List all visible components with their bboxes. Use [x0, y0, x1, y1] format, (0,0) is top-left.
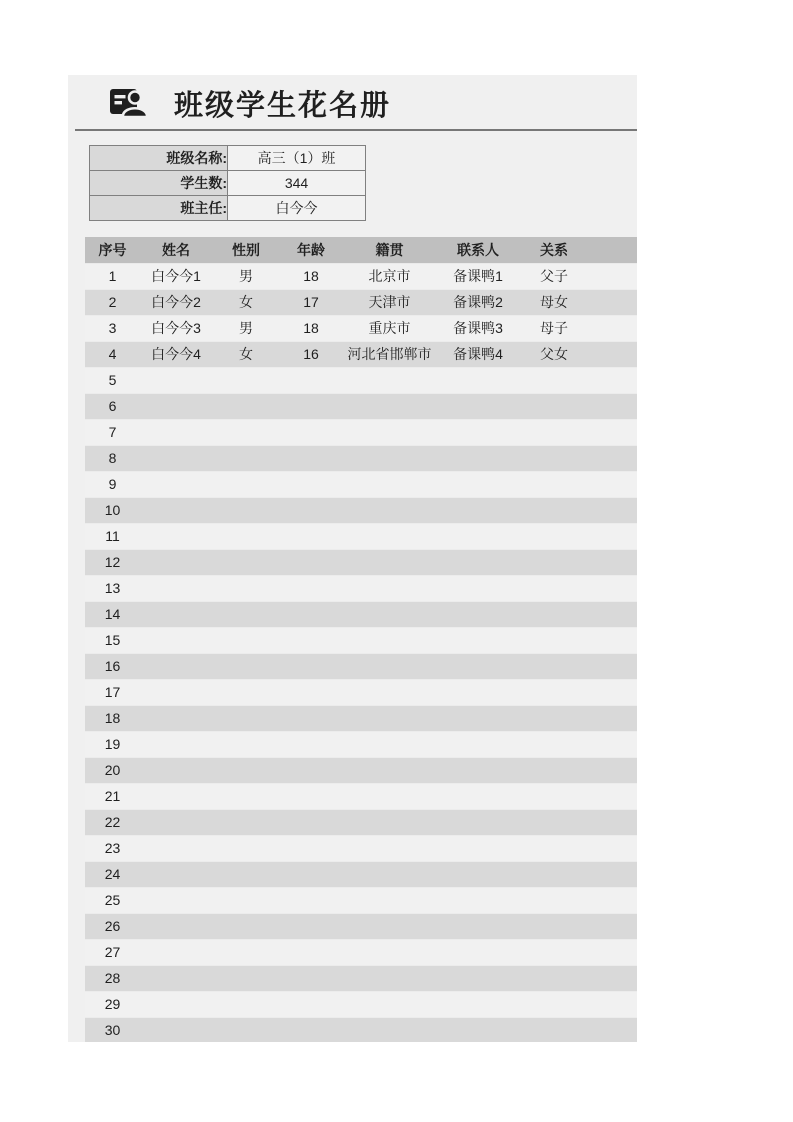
cell — [212, 601, 280, 627]
cell — [342, 991, 437, 1017]
cell — [140, 939, 212, 965]
table-row — [85, 861, 637, 887]
table-row — [85, 471, 637, 497]
cell: 19 — [85, 731, 140, 757]
cell — [519, 731, 589, 757]
cell: 父女 — [519, 341, 589, 367]
trailing-spacer-cell — [589, 419, 637, 445]
cell — [212, 731, 280, 757]
cell: 河北省邯郸市 — [342, 341, 437, 367]
trailing-spacer-cell — [589, 731, 637, 757]
cell — [519, 419, 589, 445]
cell — [212, 991, 280, 1017]
cell — [280, 497, 342, 523]
cell — [280, 991, 342, 1017]
cell — [212, 757, 280, 783]
cell — [212, 679, 280, 705]
cell: 18 — [280, 315, 342, 341]
cell — [437, 575, 519, 601]
table-row — [85, 341, 637, 367]
cell — [212, 705, 280, 731]
cell — [342, 497, 437, 523]
table-row — [85, 601, 637, 627]
cell: 白今今3 — [140, 315, 212, 341]
cell: 备课鸭3 — [437, 315, 519, 341]
table-row — [85, 731, 637, 757]
trailing-spacer-cell — [589, 289, 637, 315]
cell: 北京市 — [342, 263, 437, 289]
cell — [280, 549, 342, 575]
trailing-spacer-cell — [589, 601, 637, 627]
cell: 9 — [85, 471, 140, 497]
trailing-spacer-cell — [589, 835, 637, 861]
cell — [280, 1017, 342, 1042]
cell: 母子 — [519, 315, 589, 341]
table-row — [85, 445, 637, 471]
table-row — [85, 315, 637, 341]
cell — [140, 835, 212, 861]
cell — [212, 523, 280, 549]
cell — [140, 471, 212, 497]
cell — [437, 887, 519, 913]
cell — [519, 601, 589, 627]
cell — [342, 1017, 437, 1042]
cell — [342, 445, 437, 471]
cell: 15 — [85, 627, 140, 653]
cell: 16 — [85, 653, 140, 679]
cell — [280, 367, 342, 393]
cell — [342, 393, 437, 419]
cell — [342, 419, 437, 445]
trailing-spacer-cell — [589, 341, 637, 367]
cell — [280, 757, 342, 783]
trailing-spacer-cell — [589, 653, 637, 679]
cell: 30 — [85, 1017, 140, 1042]
cell — [212, 393, 280, 419]
roster-table — [85, 237, 637, 1042]
cell — [280, 445, 342, 471]
cell — [519, 783, 589, 809]
trailing-spacer-cell — [589, 471, 637, 497]
table-row — [85, 783, 637, 809]
cell — [280, 419, 342, 445]
cell — [437, 445, 519, 471]
cell: 6 — [85, 393, 140, 419]
table-row — [85, 835, 637, 861]
trailing-spacer-cell — [589, 627, 637, 653]
cell — [437, 601, 519, 627]
trailing-spacer-cell — [589, 861, 637, 887]
cell: 母女 — [519, 289, 589, 315]
cell — [342, 367, 437, 393]
cell: 17 — [85, 679, 140, 705]
cell — [519, 939, 589, 965]
table-row — [85, 887, 637, 913]
cell — [519, 861, 589, 887]
cell — [140, 497, 212, 523]
trailing-spacer-cell — [589, 263, 637, 289]
table-row — [85, 289, 637, 315]
trailing-spacer-cell — [589, 497, 637, 523]
cell: 17 — [280, 289, 342, 315]
cell: 男 — [212, 315, 280, 341]
cell: 3 — [85, 315, 140, 341]
trailing-spacer-cell — [589, 237, 637, 263]
cell — [342, 471, 437, 497]
cell — [437, 939, 519, 965]
table-row — [85, 679, 637, 705]
table-row — [85, 549, 637, 575]
cell — [212, 809, 280, 835]
cell — [140, 705, 212, 731]
cell: 女 — [212, 289, 280, 315]
cell — [140, 861, 212, 887]
cell — [437, 653, 519, 679]
cell — [437, 419, 519, 445]
table-row — [85, 991, 637, 1017]
table-row — [85, 757, 637, 783]
trailing-spacer-cell — [589, 965, 637, 991]
table-row — [85, 939, 637, 965]
cell — [342, 627, 437, 653]
class-info-table — [89, 145, 366, 221]
header-cell: 序号 — [85, 237, 140, 263]
cell — [437, 393, 519, 419]
cell: 14 — [85, 601, 140, 627]
trailing-spacer-cell — [589, 393, 637, 419]
cell — [212, 965, 280, 991]
roster-body — [85, 263, 637, 1042]
cell: 备课鸭2 — [437, 289, 519, 315]
cell — [437, 757, 519, 783]
table-row — [85, 575, 637, 601]
table-row — [85, 419, 637, 445]
cell — [342, 835, 437, 861]
cell: 白今今1 — [140, 263, 212, 289]
cell: 重庆市 — [342, 315, 437, 341]
cell — [212, 861, 280, 887]
cell — [437, 1017, 519, 1042]
table-row — [85, 263, 637, 289]
trailing-spacer-cell — [589, 809, 637, 835]
cell — [437, 705, 519, 731]
cell — [519, 757, 589, 783]
cell: 女 — [212, 341, 280, 367]
cell — [519, 445, 589, 471]
cell — [519, 913, 589, 939]
trailing-spacer-cell — [589, 939, 637, 965]
cell — [437, 783, 519, 809]
trailing-spacer-cell — [589, 679, 637, 705]
info-label: 班级名称: — [90, 146, 228, 171]
cell — [212, 575, 280, 601]
cell — [140, 419, 212, 445]
info-value: 344 — [228, 171, 366, 196]
cell — [519, 523, 589, 549]
cell — [437, 549, 519, 575]
cell: 12 — [85, 549, 140, 575]
cell — [519, 679, 589, 705]
trailing-spacer-cell — [589, 575, 637, 601]
cell — [437, 965, 519, 991]
header-cell: 关系 — [519, 237, 589, 263]
trailing-spacer-cell — [589, 705, 637, 731]
cell: 13 — [85, 575, 140, 601]
cell: 天津市 — [342, 289, 437, 315]
table-row — [85, 705, 637, 731]
cell — [519, 497, 589, 523]
cell — [212, 887, 280, 913]
cell — [280, 965, 342, 991]
content-panel — [68, 75, 637, 1042]
cell — [140, 575, 212, 601]
cell — [342, 809, 437, 835]
cell — [140, 549, 212, 575]
cell — [342, 783, 437, 809]
cell — [212, 939, 280, 965]
cell — [437, 627, 519, 653]
cell — [140, 445, 212, 471]
cell: 18 — [280, 263, 342, 289]
cell — [280, 705, 342, 731]
title-underline — [75, 129, 637, 131]
cell: 白今今2 — [140, 289, 212, 315]
table-row — [85, 1017, 637, 1042]
table-row — [85, 497, 637, 523]
info-row — [90, 196, 366, 221]
cell: 4 — [85, 341, 140, 367]
trailing-spacer-cell — [589, 523, 637, 549]
info-label: 班主任: — [90, 196, 228, 221]
cell: 28 — [85, 965, 140, 991]
cell — [280, 861, 342, 887]
cell — [342, 523, 437, 549]
page-title: 班级学生花名册 — [174, 90, 392, 122]
cell — [280, 835, 342, 861]
cell — [212, 471, 280, 497]
trailing-spacer-cell — [589, 1017, 637, 1042]
trailing-spacer-cell — [589, 367, 637, 393]
cell — [212, 1017, 280, 1042]
cell — [140, 1017, 212, 1042]
cell — [342, 965, 437, 991]
cell — [280, 679, 342, 705]
cell — [212, 783, 280, 809]
cell — [212, 653, 280, 679]
cell — [342, 601, 437, 627]
header-cell: 籍贯 — [342, 237, 437, 263]
cell — [342, 731, 437, 757]
cell: 1 — [85, 263, 140, 289]
table-row — [85, 653, 637, 679]
cell — [140, 627, 212, 653]
trailing-spacer-cell — [589, 315, 637, 341]
id-card-icon — [109, 86, 149, 117]
cell — [280, 523, 342, 549]
info-label: 学生数: — [90, 171, 228, 196]
cell — [140, 757, 212, 783]
cell — [437, 991, 519, 1017]
cell — [342, 887, 437, 913]
cell — [437, 861, 519, 887]
cell — [519, 549, 589, 575]
cell — [140, 913, 212, 939]
cell: 父子 — [519, 263, 589, 289]
cell — [342, 939, 437, 965]
cell: 男 — [212, 263, 280, 289]
table-row — [85, 913, 637, 939]
cell: 21 — [85, 783, 140, 809]
cell: 22 — [85, 809, 140, 835]
cell — [280, 393, 342, 419]
trailing-spacer-cell — [589, 445, 637, 471]
cell — [437, 367, 519, 393]
cell — [140, 523, 212, 549]
cell: 白今今4 — [140, 341, 212, 367]
header-cell: 姓名 — [140, 237, 212, 263]
cell — [280, 887, 342, 913]
cell — [140, 731, 212, 757]
trailing-spacer-cell — [589, 991, 637, 1017]
cell: 备课鸭1 — [437, 263, 519, 289]
cell — [437, 809, 519, 835]
cell — [212, 419, 280, 445]
table-row — [85, 367, 637, 393]
table-row — [85, 965, 637, 991]
cell — [140, 601, 212, 627]
header-row — [85, 237, 637, 263]
cell — [140, 393, 212, 419]
cell — [437, 679, 519, 705]
cell — [342, 861, 437, 887]
trailing-spacer-cell — [589, 549, 637, 575]
cell — [437, 497, 519, 523]
cell — [519, 575, 589, 601]
cell — [342, 705, 437, 731]
table-row — [85, 523, 637, 549]
cell — [519, 991, 589, 1017]
cell — [519, 627, 589, 653]
cell — [280, 471, 342, 497]
cell: 10 — [85, 497, 140, 523]
cell — [140, 679, 212, 705]
cell: 备课鸭4 — [437, 341, 519, 367]
cell — [437, 523, 519, 549]
cell — [519, 1017, 589, 1042]
header-cell: 性别 — [212, 237, 280, 263]
cell — [140, 887, 212, 913]
cell — [280, 731, 342, 757]
cell — [280, 913, 342, 939]
cell: 29 — [85, 991, 140, 1017]
trailing-spacer-cell — [589, 887, 637, 913]
cell — [280, 653, 342, 679]
cell — [519, 367, 589, 393]
cell — [140, 809, 212, 835]
cell — [280, 783, 342, 809]
cell: 5 — [85, 367, 140, 393]
cell — [437, 471, 519, 497]
info-value: 白今今 — [228, 196, 366, 221]
cell — [280, 809, 342, 835]
cell — [342, 549, 437, 575]
cell: 27 — [85, 939, 140, 965]
cell: 23 — [85, 835, 140, 861]
cell — [212, 445, 280, 471]
cell — [140, 965, 212, 991]
cell — [280, 601, 342, 627]
cell — [212, 497, 280, 523]
header-cell: 年龄 — [280, 237, 342, 263]
cell — [519, 653, 589, 679]
cell — [519, 393, 589, 419]
trailing-spacer-cell — [589, 783, 637, 809]
cell — [437, 913, 519, 939]
cell: 25 — [85, 887, 140, 913]
cell — [140, 367, 212, 393]
cell — [342, 679, 437, 705]
cell — [519, 835, 589, 861]
table-row — [85, 393, 637, 419]
cell: 20 — [85, 757, 140, 783]
cell — [280, 939, 342, 965]
cell — [437, 835, 519, 861]
cell — [140, 653, 212, 679]
cell: 26 — [85, 913, 140, 939]
cell — [342, 913, 437, 939]
cell — [342, 575, 437, 601]
cell — [342, 653, 437, 679]
table-row — [85, 627, 637, 653]
cell — [519, 705, 589, 731]
header-cell: 联系人 — [437, 237, 519, 263]
cell: 16 — [280, 341, 342, 367]
cell — [519, 965, 589, 991]
cell — [212, 913, 280, 939]
cell: 24 — [85, 861, 140, 887]
table-row — [85, 809, 637, 835]
cell: 7 — [85, 419, 140, 445]
cell — [212, 835, 280, 861]
cell — [280, 627, 342, 653]
cell — [212, 627, 280, 653]
cell: 11 — [85, 523, 140, 549]
cell — [519, 471, 589, 497]
cell — [140, 991, 212, 1017]
cell — [212, 549, 280, 575]
info-row — [90, 146, 366, 171]
cell — [212, 367, 280, 393]
trailing-spacer-cell — [589, 913, 637, 939]
cell: 18 — [85, 705, 140, 731]
trailing-spacer-cell — [589, 757, 637, 783]
cell — [342, 757, 437, 783]
info-row — [90, 171, 366, 196]
cell — [140, 783, 212, 809]
cell: 2 — [85, 289, 140, 315]
cell: 8 — [85, 445, 140, 471]
cell — [280, 575, 342, 601]
cell — [519, 887, 589, 913]
cell — [437, 731, 519, 757]
info-value: 高三（1）班 — [228, 146, 366, 171]
cell — [519, 809, 589, 835]
